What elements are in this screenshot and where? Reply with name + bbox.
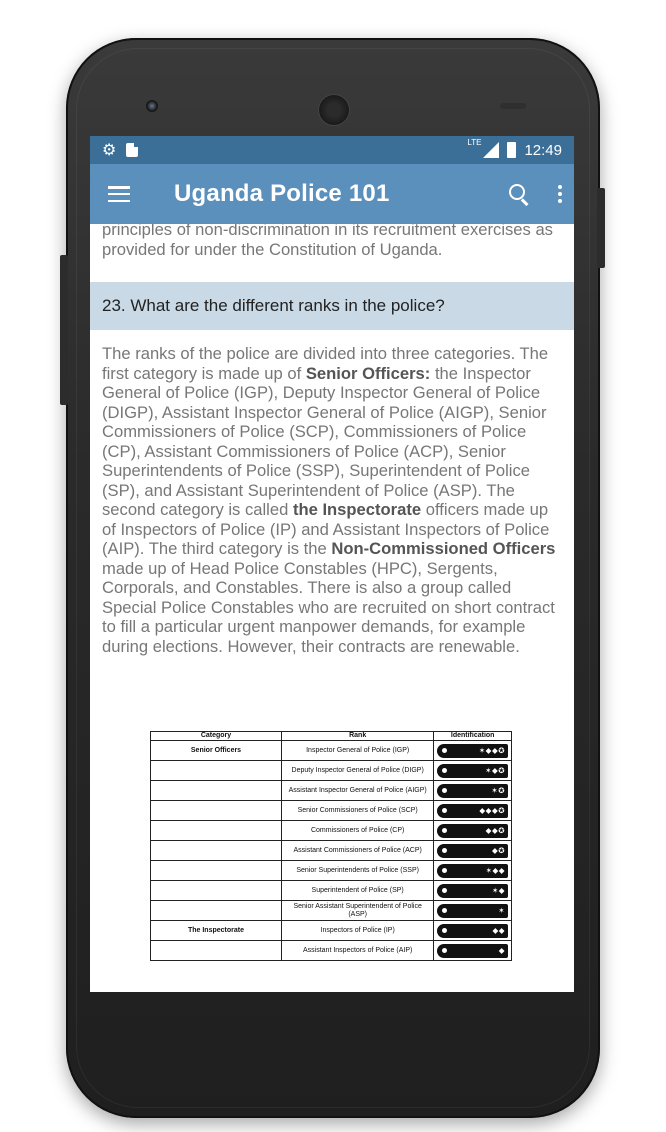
identification-cell	[434, 921, 512, 941]
identification-cell	[434, 821, 512, 841]
epaulette-badge-icon	[437, 884, 508, 898]
table-row	[151, 741, 512, 761]
rank-cell: Deputy Inspector General of Police (DIGP)	[281, 761, 433, 781]
header-identification: Identification	[434, 732, 512, 741]
header-category: Category	[151, 732, 282, 741]
badge-insignia: ✶◆✪	[485, 765, 505, 775]
hamburger-menu-icon[interactable]	[108, 186, 130, 202]
earpiece-speaker	[318, 94, 350, 126]
ranks-table	[150, 731, 512, 961]
rank-cell: Superintendent of Police (SP)	[281, 881, 433, 901]
badge-insignia: ✶◆◆	[485, 865, 505, 875]
table-row	[151, 921, 512, 941]
app-title: Uganda Police 101	[174, 180, 390, 207]
answer-segment: made up of Head Police Constables (HPC), Sergents, Corporals, and Constables. There is also a group called Special Police Constables who are recruited on short contract to fill a particular urgent manpower demands, for example during elections. However, their contracts are renewable.	[102, 558, 555, 656]
rank-cell: Inspector General of Police (IGP)	[281, 741, 433, 761]
category-cell	[151, 861, 282, 881]
category-cell: The Inspectorate	[151, 921, 282, 941]
table-row	[151, 761, 512, 781]
table-row	[151, 781, 512, 801]
table-row	[151, 801, 512, 821]
category-cell	[151, 821, 282, 841]
badge-insignia: ◆◆	[492, 925, 505, 935]
article-content[interactable]	[90, 224, 574, 992]
identification-cell	[434, 781, 512, 801]
previous-answer-text: principles of non-discrimination in its recruitment exercises as provided for under the Constitution of Uganda.	[102, 224, 553, 259]
epaulette-badge-icon	[437, 944, 508, 958]
signal-icon	[483, 142, 499, 158]
answer-segment: officers made up of Inspectors of Police (IP) and Assistant Inspectors of Police (AIP). The third category is the	[102, 500, 550, 558]
rank-cell: Assistant Inspector General of Police (AIGP)	[281, 781, 433, 801]
battery-charging-icon	[507, 142, 516, 158]
category-cell	[151, 801, 282, 821]
badge-insignia: ✶◆	[491, 885, 505, 895]
power-button	[597, 188, 605, 268]
status-bar	[90, 136, 574, 164]
sd-card-icon	[126, 143, 138, 157]
gear-icon: ⚙	[102, 142, 117, 159]
table-row	[151, 841, 512, 861]
table-row	[151, 881, 512, 901]
badge-insignia: ✶✪	[491, 785, 505, 795]
epaulette-badge-icon	[437, 844, 508, 858]
rank-cell: Senior Superintendents of Police (SSP)	[281, 861, 433, 881]
answer-bold-term: Non-Commissioned Officers	[331, 539, 556, 558]
epaulette-badge-icon	[437, 804, 508, 818]
category-cell	[151, 941, 282, 961]
epaulette-badge-icon	[437, 904, 508, 918]
answer-text	[90, 330, 574, 656]
identification-cell	[434, 801, 512, 821]
category-cell	[151, 881, 282, 901]
identification-cell	[434, 841, 512, 861]
epaulette-badge-icon	[437, 784, 508, 798]
category-cell	[151, 841, 282, 861]
category-cell	[151, 901, 282, 921]
identification-cell	[434, 741, 512, 761]
identification-cell	[434, 941, 512, 961]
badge-insignia: ◆✪	[491, 845, 505, 855]
category-cell	[151, 781, 282, 801]
epaulette-badge-icon	[437, 744, 508, 758]
answer-segment: The ranks of the police are divided into three categories. The first category is made up of	[102, 344, 549, 383]
clock: 12:49	[524, 141, 562, 159]
table-row	[151, 821, 512, 841]
search-icon[interactable]	[508, 183, 530, 205]
badge-insignia: ✶◆◆✪	[478, 745, 505, 755]
answer-segment: the Inspector General of Police (IGP), Deputy Inspector General of Police (DIGP), Assistant Inspector General of Police (AIGP), Senior Commissioners of Police (SCP), Commissioners of Police (CP), Assistant Commissioners of Police (ACP), Senior Superintendents of Police (SSP), Superintendent of Police (SP), and Assistant Superintendent of Police (ASP). The second category is called	[102, 363, 547, 519]
identification-cell	[434, 901, 512, 921]
badge-insignia: ✶	[498, 905, 505, 915]
epaulette-badge-icon	[437, 824, 508, 838]
badge-insignia: ◆◆◆✪	[479, 805, 505, 815]
badge-insignia: ◆◆✪	[485, 825, 505, 835]
front-camera	[146, 100, 158, 112]
badge-insignia: ◆	[498, 945, 505, 955]
identification-cell	[434, 761, 512, 781]
table-row	[151, 941, 512, 961]
epaulette-badge-icon	[437, 764, 508, 778]
answer-bold-term: Senior Officers:	[305, 363, 431, 383]
rank-cell: Senior Assistant Superintendent of Police (ASP)	[281, 901, 433, 921]
rank-cell: Inspectors of Police (IP)	[281, 921, 433, 941]
epaulette-badge-icon	[437, 864, 508, 878]
network-type-label: LTE	[467, 137, 482, 147]
screen	[90, 136, 574, 992]
identification-cell	[434, 881, 512, 901]
volume-button	[60, 255, 68, 405]
app-bar	[90, 164, 574, 224]
category-cell	[151, 761, 282, 781]
rank-cell: Senior Commissioners of Police (SCP)	[281, 801, 433, 821]
table-row	[151, 901, 512, 921]
proximity-sensor	[500, 103, 526, 109]
rank-cell: Assistant Inspectors of Police (AIP)	[281, 941, 433, 961]
table-row	[151, 861, 512, 881]
category-cell: Senior Officers	[151, 741, 282, 761]
epaulette-badge-icon	[437, 924, 508, 938]
header-rank: Rank	[281, 732, 433, 741]
rank-cell: Assistant Commissioners of Police (ACP)	[281, 841, 433, 861]
overflow-menu-icon[interactable]	[558, 185, 562, 203]
rank-cell: Commissioners of Police (CP)	[281, 821, 433, 841]
question-heading: 23. What are the different ranks in the police?	[90, 282, 574, 330]
identification-cell	[434, 861, 512, 881]
answer-bold-term: the Inspectorate	[292, 500, 422, 519]
